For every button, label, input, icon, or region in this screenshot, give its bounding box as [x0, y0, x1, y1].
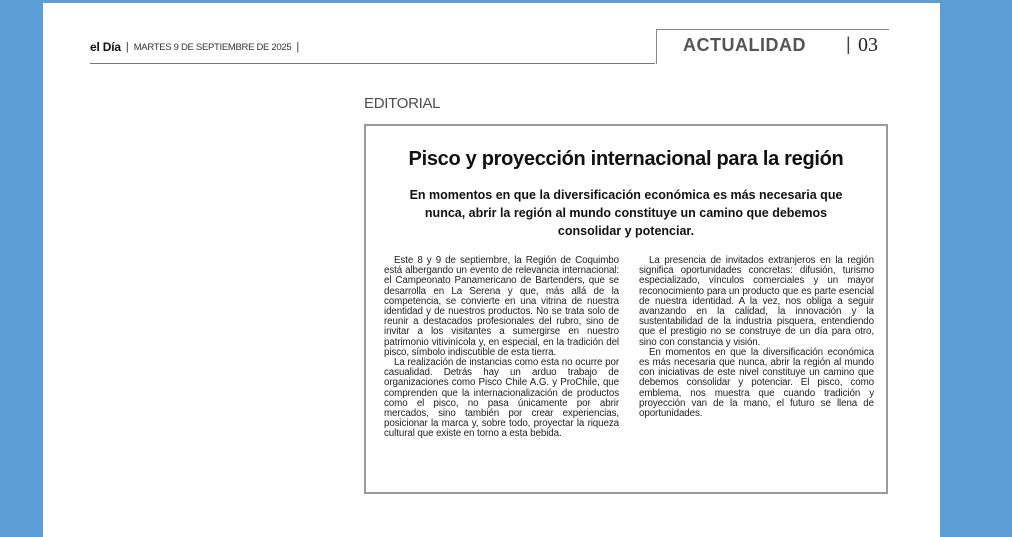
- header-rule-left: [90, 63, 655, 64]
- article-paragraph: Este 8 y 9 de septiembre, la Región de Coquimbo está albergando un evento de relevancia internacional: el Campeonato Panamericano de Bartenders, que se desarrolla en La Serena y que, más allá de la competencia, se convierte en una vitrina de nuestra identidad y de nuestros productos. No se trata solo de reunir a destacados profesionales del rubro, sino de invitar a los visitantes a sumergirse en nuestro patrimonio vitivinícola y, en especial, en la tradición del pisco, símbolo indiscutible de esta tierra.: [384, 255, 619, 358]
- article-paragraph: La realización de instancias como esta no ocurre por casualidad. Detrás hay un arduo trabajo de organizaciones como Pisco Chile A.G. y ProChile, que comprenden que la internacionalización de productos como el pisco, no pasa únicamente por abrir mercados, sino también por crear experiencias, posicionar la marca y, sobre todo, proyectar la riqueza cultural que existe en torno a esta bebida.: [384, 357, 619, 440]
- page-header-left: [90, 40, 304, 54]
- header-separator: |: [125, 41, 129, 53]
- header-divider: [656, 29, 657, 64]
- article-lede: En momentos en que la diversificación económica es más necesaria que nunca, abrir la región al mundo constituye un camino que debemos consolidar y potenciar.: [409, 188, 843, 238]
- newspaper-logo: el Día: [90, 40, 121, 54]
- editorial-box: [364, 124, 888, 494]
- page-number-separator: |: [846, 34, 851, 54]
- header-rule-right: [656, 29, 889, 30]
- page-number: 03: [858, 34, 878, 56]
- article-paragraph: La presencia de invitados extranjeros en la región significa oportunidades concretas: difusión, turismo especializado, vínculos comerciales y un mayor reconocimiento para un producto que es parte esencial de nuestra identidad. A la vez, nos obliga a seguir avanzando en la calidad, la innovación y la sustentabilidad de la industria pisquera, entendiendo que el prestigio no se construye de un día para otro, sino con constancia y visión.: [639, 255, 874, 348]
- article-column-2: [639, 256, 874, 419]
- issue-date: MARTES 9 DE SEPTIEMBRE DE 2025: [133, 41, 292, 53]
- newspaper-page: [43, 3, 940, 537]
- article-title: Pisco y proyección internacional para la región: [408, 148, 844, 170]
- section-title: ACTUALIDAD: [683, 35, 806, 55]
- article-paragraph: En momentos en que la diversificación económica es más necesaria que nunca, abrir la región al mundo con iniciativas de este nivel constituye un camino que debemos consolidar y potenciar. El pisco, como emblema, nos muestra que cuando tradición y proyección van de la mano, el futuro se llena de oportunidades.: [639, 346, 874, 420]
- header-separator-end: |: [296, 41, 300, 53]
- article-column-1: [384, 256, 619, 440]
- article-kicker: EDITORIAL: [364, 95, 441, 112]
